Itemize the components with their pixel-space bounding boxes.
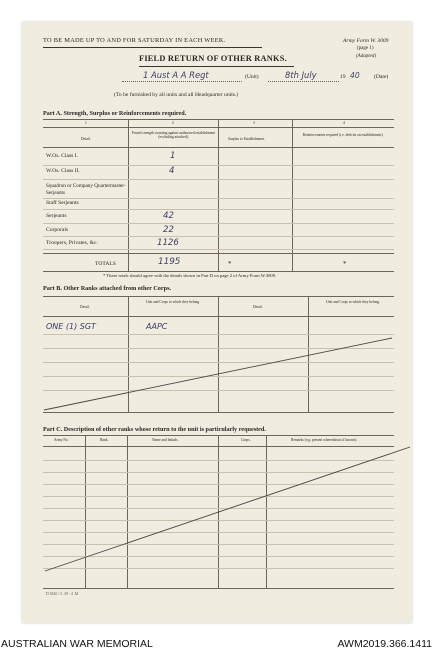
totals-asterisk: * <box>343 260 347 268</box>
part-b-col-header: Unit and Corps to which they belong. <box>326 300 380 304</box>
row-strength: 1126 <box>157 238 179 248</box>
row-detail: Troopers, Privates, &c. <box>46 240 98 246</box>
printer-mark: D.5610 / 3 .39 - 4 .M <box>46 592 79 596</box>
col-header-detail: Detail. <box>81 137 91 141</box>
part-c-col-header: Rank. <box>100 438 109 442</box>
part-a-footnote: * These totals should agree with the details shown in Part D on page 2 of Army Form W.3009. <box>103 273 277 278</box>
unit-value: 1 Aust A A Regt <box>143 70 209 80</box>
col-header-strength: Posted strength counting against authorized establishment (excluding attached). <box>131 131 216 140</box>
part-b-col-header: Detail. <box>253 305 263 309</box>
totals-asterisk: * <box>228 260 232 268</box>
row-detail: Squadron or Company Quartermaster-Serjeants <box>46 183 126 196</box>
part-c-col-header: Army No. <box>54 438 69 442</box>
part-c-col-header: Remarks (e.g. present whereabouts if known). <box>291 438 358 442</box>
col-number: 4 <box>343 121 345 125</box>
part-c-title: Part C. Description of other ranks whose return to the unit is particularly requested. <box>43 426 266 433</box>
row-strength: 42 <box>163 211 174 221</box>
part-a-title: Part A. Strength, Surplus or Reinforcements required. <box>43 110 187 117</box>
part-b-entry-unit: AAPC <box>146 322 168 331</box>
furnish-note: (To be furnished by all units and all Headquarter units.) <box>114 92 239 98</box>
col-number: 1 <box>85 121 87 125</box>
part-c-col-header: Corps. <box>241 438 251 442</box>
totals-value: 1195 <box>158 257 181 267</box>
adapted-note: (Adapted) <box>356 54 376 59</box>
row-detail: Serjeants <box>46 213 67 219</box>
col-number: 2 <box>172 121 174 125</box>
row-detail: Corporals <box>46 227 69 233</box>
col-header-reinforcements: Reinforcements required (i.e. deficits on establishment). <box>302 133 384 137</box>
year-value: 40 <box>350 71 360 80</box>
page-number: (page 1) <box>357 46 374 51</box>
part-b-col-header: Detail. <box>80 305 90 309</box>
row-strength: 1 <box>170 151 176 161</box>
form-title: FIELD RETURN OF OTHER RANKS. <box>139 54 287 63</box>
part-b-entry-detail: ONE (1) SGT <box>46 322 96 331</box>
part-b-title: Part B. Other Ranks attached from other Corps. <box>43 285 172 292</box>
col-header-surplus: Surplus to Establishment. <box>228 137 265 141</box>
part-b-col-header: Unit and Corps to which they belong. <box>146 300 200 304</box>
form-number: Army Form W. 3009 <box>343 38 389 44</box>
row-detail: Staff Serjeants <box>46 200 79 206</box>
row-detail: W.Os. Class II. <box>46 168 80 174</box>
unit-label: (Unit) <box>245 74 259 80</box>
row-strength: 22 <box>163 225 174 235</box>
footer-left: AUSTRALIAN WAR MEMORIAL <box>1 638 153 650</box>
year-prefix: 19 <box>340 74 346 80</box>
part-c-col-header: Name and Initials. <box>152 438 179 442</box>
totals-label: TOTALS <box>95 261 116 267</box>
date-label: (Date) <box>374 74 389 80</box>
col-number: 3 <box>253 121 255 125</box>
footer-right: AWM2019.366.1411 <box>337 638 432 650</box>
date-value: 8th July <box>285 70 317 80</box>
row-strength: 4 <box>169 166 175 176</box>
instruction-text: TO BE MADE UP TO AND FOR SATURDAY IN EACH WEEK. <box>43 37 226 44</box>
row-detail: W.Os. Class I. <box>46 153 78 159</box>
